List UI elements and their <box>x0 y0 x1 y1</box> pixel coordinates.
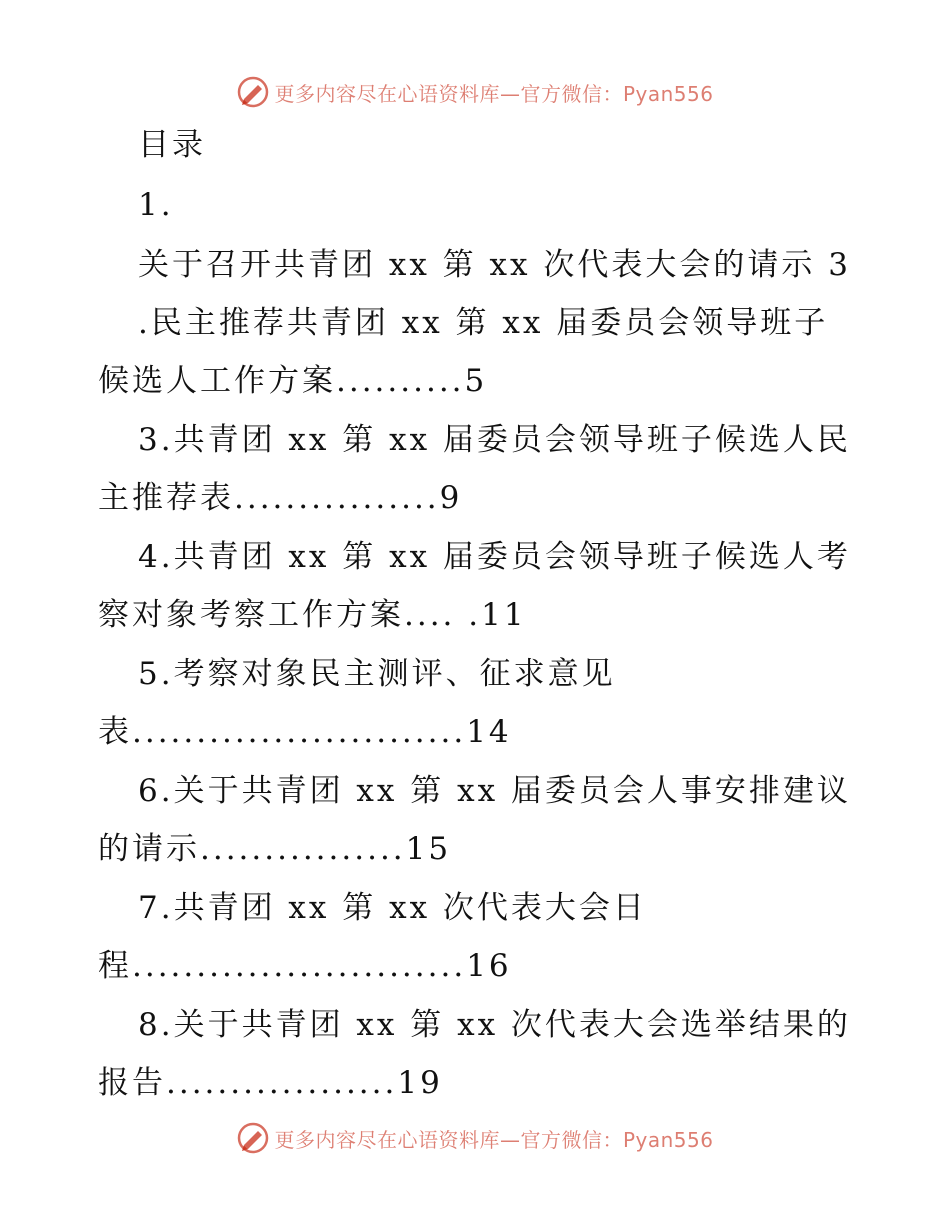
toc-line: 6.关于共青团 xx 第 xx 届委员会人事安排建议 <box>138 773 851 809</box>
watermark-text: 更多内容尽在心语资料库—官方微信：Pyan556 <box>274 81 714 106</box>
toc-line: 7.共青团 xx 第 xx 次代表大会日 <box>138 890 647 926</box>
toc-line: .民主推荐共青团 xx 第 xx 届委员会领导班子 <box>138 305 829 341</box>
footer-watermark <box>0 1118 950 1158</box>
header-watermark <box>0 72 950 112</box>
toc-line: 程..........................16 <box>98 948 512 984</box>
toc-line: 察对象考察工作方案.... .11 <box>98 597 527 633</box>
pen-logo-icon <box>236 1121 270 1155</box>
toc-line: 候选人工作方案..........5 <box>98 363 488 399</box>
toc-line: 1. <box>138 187 174 223</box>
toc-heading: 目录 <box>138 127 206 163</box>
toc-line: 报告..................19 <box>98 1065 443 1101</box>
toc-line: 8.关于共青团 xx 第 xx 次代表大会选举结果的 <box>138 1007 851 1043</box>
pen-logo-icon <box>236 75 270 109</box>
toc-line: 3.共青团 xx 第 xx 届委员会领导班子候选人民 <box>138 422 851 458</box>
toc-line: 表..........................14 <box>98 714 512 750</box>
toc-line: 4.共青团 xx 第 xx 届委员会领导班子候选人考 <box>138 539 851 575</box>
toc-line: 主推荐表................9 <box>98 480 463 516</box>
toc-line: 关于召开共青团 xx 第 xx 次代表大会的请示 3 <box>138 247 851 283</box>
toc-line: 5.考察对象民主测评、征求意见 <box>138 656 616 692</box>
watermark-text: 更多内容尽在心语资料库—官方微信：Pyan556 <box>274 1127 714 1152</box>
toc-line: 的请示................15 <box>98 831 452 867</box>
